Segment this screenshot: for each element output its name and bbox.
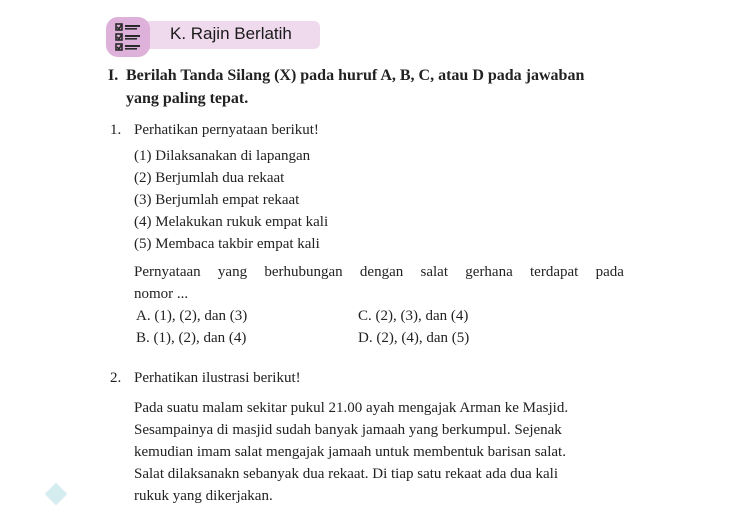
paragraph-line: Sesampainya di masjid sudah banyak jamaah yang berkumpul. Sejenak xyxy=(134,422,562,438)
question-word: dengan xyxy=(359,264,404,280)
question-word: Pernyataan xyxy=(134,264,201,280)
option-a[interactable]: A. (1), (2), dan (3) xyxy=(136,308,248,324)
question-word: berhubungan xyxy=(264,264,343,280)
question-word: yang xyxy=(217,264,248,280)
statement-item: (3) Berjumlah empat rekaat xyxy=(134,192,300,208)
question-number: 1. xyxy=(110,122,122,138)
paragraph-line: rukuk yang dikerjakan. xyxy=(134,488,273,504)
section-header xyxy=(106,17,322,57)
question-prompt: Perhatikan ilustrasi berikut! xyxy=(134,370,301,386)
paragraph-line: kemudian imam salat mengajak jamaah untuk membentuk barisan salat. xyxy=(134,444,566,460)
section-instruction-line1: Berilah Tanda Silang (X) pada huruf A, B, C, atau D pada jawaban xyxy=(126,67,585,84)
statement-item: (1) Dilaksanakan di lapangan xyxy=(134,148,311,164)
question-word: pada xyxy=(595,264,624,280)
statement-item: (2) Berjumlah dua rekaat xyxy=(134,170,285,186)
decorative-diamond xyxy=(45,483,68,506)
section-number: I. xyxy=(108,67,119,84)
question-word: salat xyxy=(420,264,449,280)
header-title: K. Rajin Berlatih xyxy=(170,24,292,43)
statement-item: (5) Membaca takbir empat kali xyxy=(134,236,320,252)
section-instruction-line2: yang paling tepat. xyxy=(126,90,249,107)
paragraph-line: Salat dilaksanakn sebanyak dua rekaat. Di tiap satu rekaat ada dua kali xyxy=(134,466,558,482)
option-c[interactable]: C. (2), (3), dan (4) xyxy=(358,308,469,324)
question-word: gerhana xyxy=(465,264,513,280)
question-number: 2. xyxy=(110,370,122,386)
checklist-icon xyxy=(106,17,150,57)
statement-item: (4) Melakukan rukuk empat kali xyxy=(134,214,329,230)
question-word: terdapat xyxy=(530,264,579,280)
option-b[interactable]: B. (1), (2), dan (4) xyxy=(136,330,247,346)
question-prompt: Perhatikan pernyataan berikut! xyxy=(134,122,319,138)
paragraph-line: Pada suatu malam sekitar pukul 21.00 ayah mengajak Arman ke Masjid. xyxy=(134,400,569,416)
option-d[interactable]: D. (2), (4), dan (5) xyxy=(358,330,470,346)
question-text-line2: nomor ... xyxy=(134,286,189,302)
question-text-line1 xyxy=(134,262,624,282)
